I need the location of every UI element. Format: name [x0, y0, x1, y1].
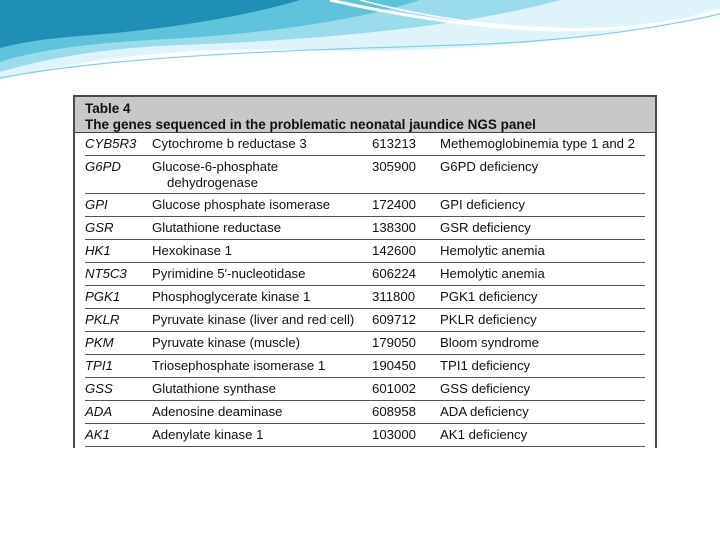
gene-name: Cytochrome b reductase 3	[152, 136, 307, 151]
omim-number: 608958	[372, 404, 417, 419]
omim-number: 190450	[372, 358, 417, 373]
gene-symbol: GSR	[85, 220, 114, 235]
omim-number: 138300	[372, 220, 417, 235]
disease: PGK1 deficiency	[440, 289, 538, 304]
table-row	[85, 355, 645, 378]
table-row	[85, 424, 645, 447]
omim-number: 172400	[372, 197, 417, 212]
gene-symbol: CYB5R3	[85, 136, 137, 151]
gene-name: Triosephosphate isomerase 1	[152, 358, 326, 373]
gene-symbol: PKLR	[85, 312, 120, 327]
table-row	[85, 401, 645, 424]
disease: Hemolytic anemia	[440, 266, 545, 281]
table-row	[85, 263, 645, 286]
table-row	[85, 286, 645, 309]
gene-symbol: G6PD	[85, 159, 121, 174]
disease: GSR deficiency	[440, 220, 531, 235]
gene-symbol: ADA	[85, 404, 113, 419]
disease: GPI deficiency	[440, 197, 526, 212]
gene-name: Pyrimidine 5′-nucleotidase	[152, 266, 306, 281]
omim-number: 609712	[372, 312, 417, 327]
gene-name-line-1: Glucose-6-phosphate	[152, 159, 279, 174]
disease: PKLR deficiency	[440, 312, 537, 327]
disease: AK1 deficiency	[440, 427, 528, 442]
disease: TPI1 deficiency	[440, 358, 531, 373]
omim-number: 305900	[372, 159, 417, 174]
gene-symbol: TPI1	[85, 358, 113, 373]
gene-name: Pyruvate kinase (muscle)	[152, 335, 301, 350]
omim-number: 103000	[372, 427, 417, 442]
table-figure	[53, 83, 676, 455]
disease: ADA deficiency	[440, 404, 529, 419]
omim-number: 311800	[372, 289, 416, 304]
disease: GSS deficiency	[440, 381, 531, 396]
omim-number: 142600	[372, 243, 417, 258]
gene-symbol: NT5C3	[85, 266, 127, 281]
disease: Hemolytic anemia	[440, 243, 545, 258]
gene-name	[152, 159, 278, 191]
gene-name: Glutathione reductase	[152, 220, 282, 235]
table-row	[85, 332, 645, 355]
table-row	[85, 378, 645, 401]
gene-name: Pyruvate kinase (liver and red cell)	[152, 312, 355, 327]
gene-name: Hexokinase 1	[152, 243, 232, 258]
gene-symbol: HK1	[85, 243, 111, 258]
omim-number: 601002	[372, 381, 417, 396]
table-frame	[73, 95, 657, 448]
gene-name: Adenosine deaminase	[152, 404, 283, 419]
disease: Methemoglobinemia type 1 and 2	[440, 136, 636, 151]
gene-name: Glucose phosphate isomerase	[152, 197, 331, 212]
table-body	[75, 133, 655, 447]
disease: G6PD deficiency	[440, 159, 539, 174]
disease: Bloom syndrome	[440, 335, 539, 350]
gene-symbol: GSS	[85, 381, 113, 396]
omim-number: 606224	[372, 266, 417, 281]
gene-symbol: PGK1	[85, 289, 121, 304]
gene-symbol: AK1	[85, 427, 110, 442]
omim-number: 613213	[372, 136, 417, 151]
table-caption: The genes sequenced in the problematic neonatal jaundice NGS panel	[85, 117, 536, 132]
table-row	[85, 156, 645, 194]
gene-symbol: GPI	[85, 197, 108, 212]
omim-number: 179050	[372, 335, 417, 350]
table-row	[85, 217, 645, 240]
gene-name: Glutathione synthase	[152, 381, 276, 396]
gene-name-line-2: dehydrogenase	[167, 175, 258, 190]
table-row	[85, 240, 645, 263]
table-header	[75, 97, 655, 133]
gene-name: Adenylate kinase 1	[152, 427, 264, 442]
header-swoosh-decoration	[0, 0, 720, 90]
gene-name: Phosphoglycerate kinase 1	[152, 289, 311, 304]
table-row	[85, 309, 645, 332]
gene-symbol: PKM	[85, 335, 114, 350]
table-row	[85, 133, 645, 156]
table-row	[85, 194, 645, 217]
table-label: Table 4	[85, 101, 131, 116]
